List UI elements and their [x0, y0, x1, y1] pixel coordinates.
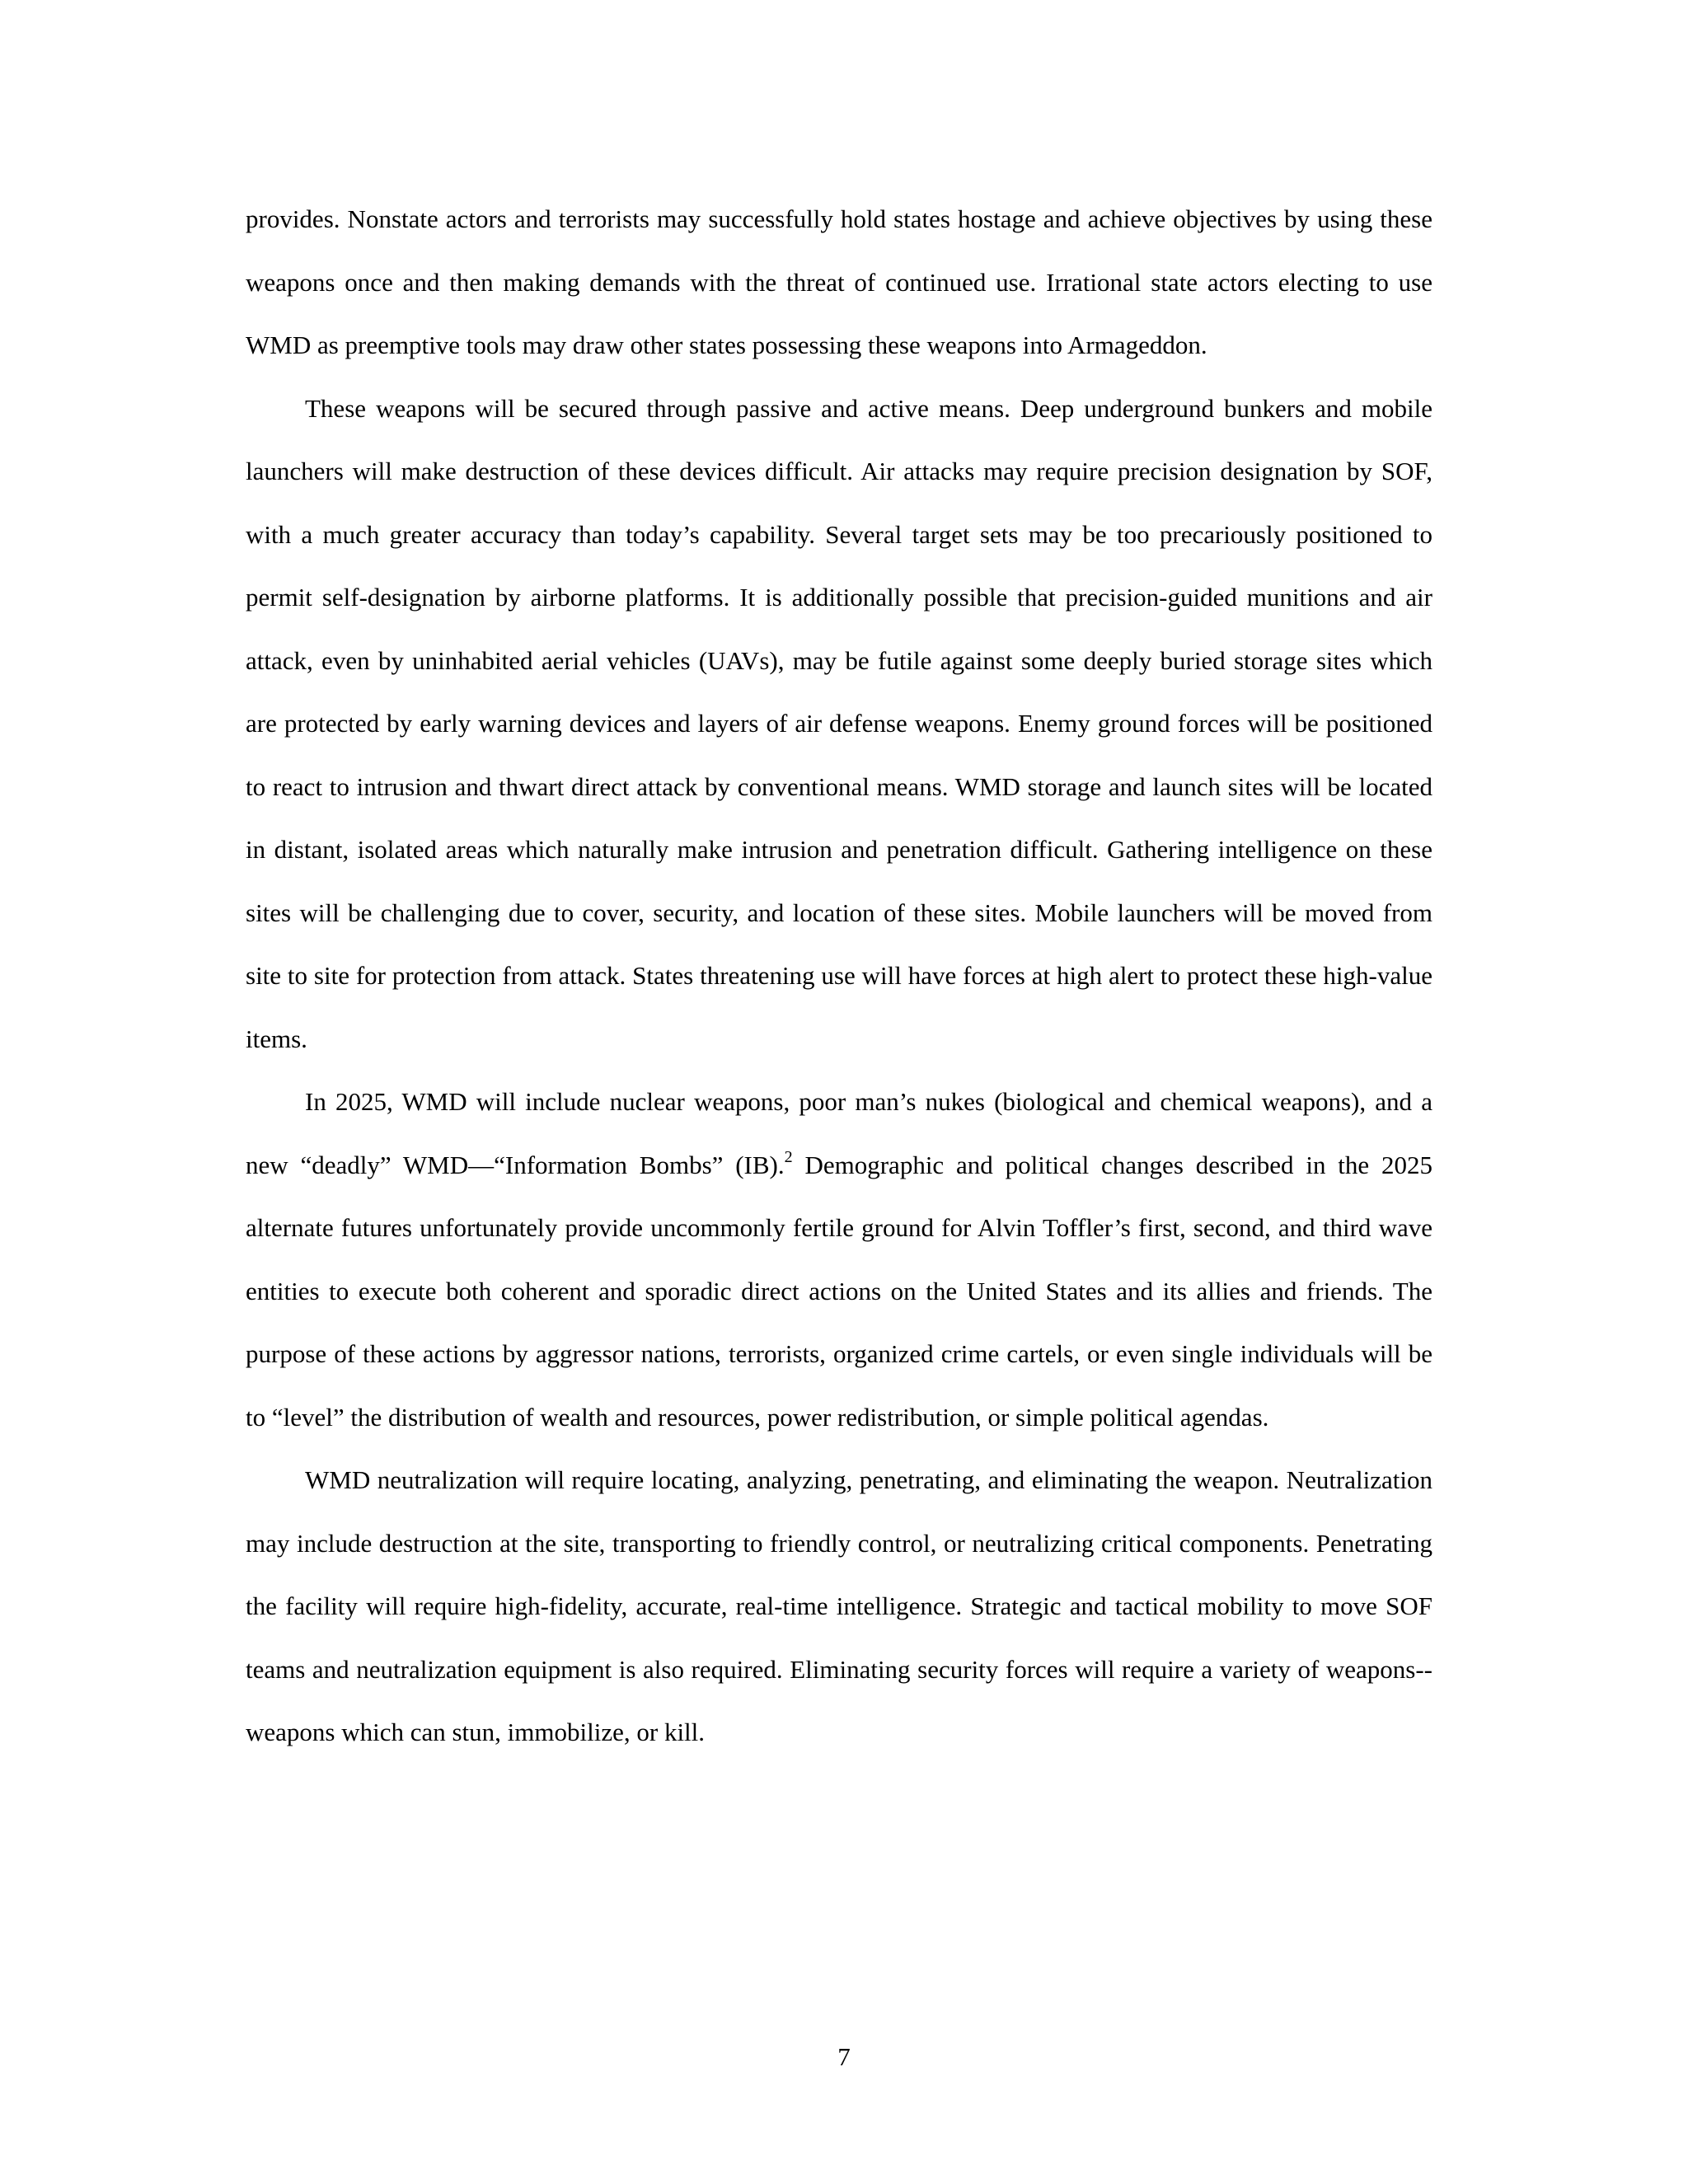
- paragraph-3-text-before: In 2025, WMD will include nuclear weapons, poor man’s nukes (biological and chemical weapons), and a new “deadly” WMD—“Information Bombs” (IB).: [246, 1087, 1432, 1179]
- paragraph-3-text-after: Demographic and political changes described in the 2025 alternate futures unfortunately provide uncommonly fertile ground for Alvin Toffler’s first, second, and third wave entities to execute both coherent and sporadic direct actions on the United States and its allies and friends. The purpose of these actions by aggressor nations, terrorists, organized crime cartels, or even single individuals will be to “level” the distribution of wealth and resources, power redistribution, or simple political agendas.: [246, 1150, 1432, 1432]
- paragraph-1: provides. Nonstate actors and terrorists may successfully hold states hostage and achieve objectives by using these weapons once and then making demands with the threat of continued use. Irrational state actors electing to use WMD as preemptive tools may draw other states possessing these weapons into Armageddon.: [246, 204, 1432, 359]
- footnote-reference[interactable]: 2: [784, 1147, 793, 1166]
- paragraph-3: [246, 1071, 1432, 1449]
- paragraph-2: These weapons will be secured through passive and active means. Deep underground bunkers and mobile launchers will make destruction of these devices difficult. Air attacks may require precision designation by SOF, with a much greater accuracy than today’s capability. Several target sets may be too precariously positioned to permit self-designation by airborne platforms. It is additionally possible that precision-guided munitions and air attack, even by uninhabited aerial vehicles (UAVs), may be futile against some deeply buried storage sites which are protected by early warning devices and layers of air defense weapons. Enemy ground forces will be positioned to react to intrusion and thwart direct attack by conventional means. WMD storage and launch sites will be located in distant, isolated areas which naturally make intrusion and penetration difficult. Gathering intelligence on these sites will be challenging due to cover, security, and location of these sites. Mobile launchers will be moved from site to site for protection from attack. States threatening use will have forces at high alert to protect these high-value items.: [246, 393, 1432, 1053]
- body-text: [246, 188, 1432, 1765]
- paragraph-4: WMD neutralization will require locating, analyzing, penetrating, and eliminating the weapon. Neutralization may include destruction at the site, transporting to friendly control, or neutralizing critical components. Penetrating the facility will require high-fidelity, accurate, real-time intelligence. Strategic and tactical mobility to move SOF teams and neutralization equipment is also required. Eliminating security forces will require a variety of weapons-- weapons which can stun, immobilize, or kill.: [246, 1465, 1432, 1746]
- page-number: 7: [837, 2042, 851, 2071]
